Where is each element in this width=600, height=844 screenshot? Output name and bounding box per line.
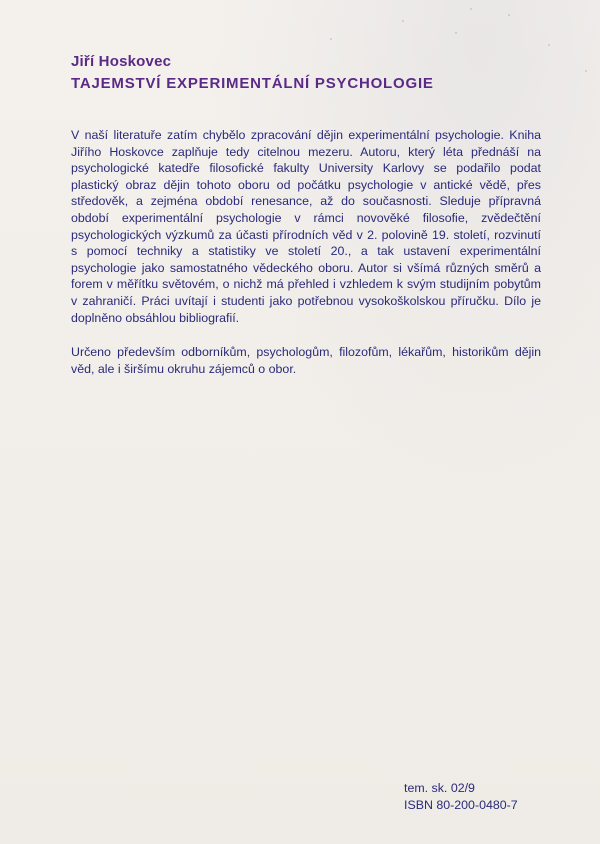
decorative-speck (402, 20, 404, 22)
publication-info (404, 780, 518, 813)
decorative-speck (548, 44, 550, 46)
decorative-speck (455, 32, 457, 34)
isbn: ISBN 80-200-0480-7 (404, 797, 518, 812)
decorative-speck (508, 14, 510, 16)
decorative-speck (470, 8, 472, 10)
decorative-speck (330, 38, 332, 40)
book-author: Jiří Hoskovec (71, 53, 172, 70)
decorative-speck (585, 70, 587, 72)
book-description (71, 127, 541, 395)
book-title: TAJEMSTVÍ EXPERIMENTÁLNÍ PSYCHOLOGIE (71, 75, 434, 92)
subject-code: tem. sk. 02/9 (404, 781, 475, 795)
description-paragraph: V naší literatuře zatím chybělo zpracování dějin experimentální psychologie. Kniha Jiřího Hoskovce zaplňuje tedy citelnou mezeru. Autoru, který léta přednáší na psychologické katedře filosofické fakulty University Karlovy se podařilo podat plastický obraz dějin tohoto oboru od počátku psychologie v antické vědě, přes středověk, a zejména období renesance, až do současnosti. Sleduje přípravná období experimentální psychologie v rámci novověké filosofie, zvědečtění psychologických výzkumů za účasti přírodních věd v 2. polovině 19. století, rozvinutí s pomocí techniky a statistiky ve století 20., a tak ustavení experimentální psychologie jako samostatného vědeckého oboru. Autor si všímá různých směrů a forem v měřítku světovém, o nichž má přehled i vzhledem k svým studijním pobytům v zahraničí. Práci uvítají i studenti jako potřebnou vysokoškolskou příručku. Dílo je doplněno obsáhlou bibliografií. (71, 128, 541, 325)
description-paragraph: Určeno především odborníkům, psychologům, filozofům, lékařům, historikům dějin věd, ale i širšímu okruhu zájemců o obor. (71, 345, 541, 376)
